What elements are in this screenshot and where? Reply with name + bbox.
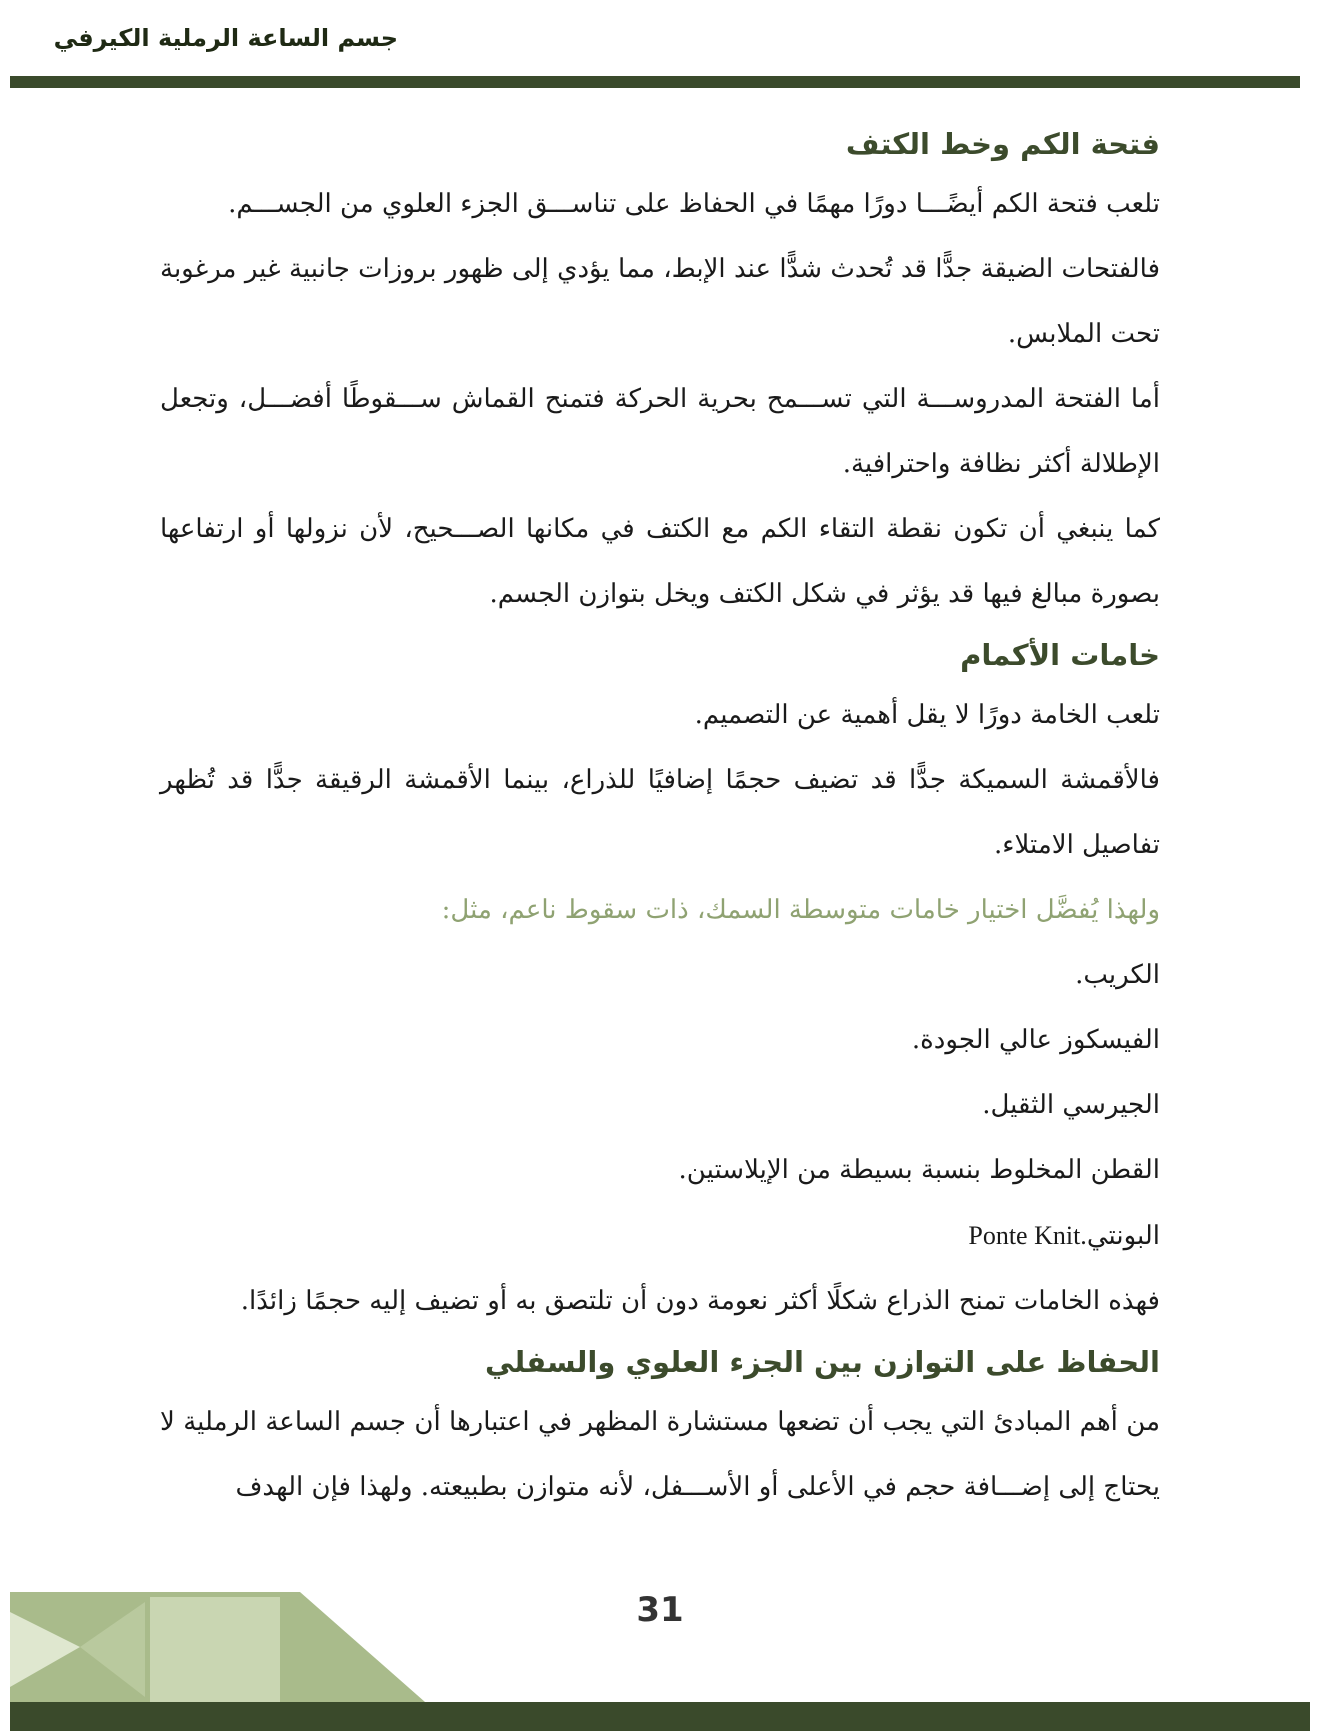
- list-item: الفيسكوز عالي الجودة.: [911, 1025, 1160, 1055]
- paragraph-studied-opening: أما الفتحة المدروســـة التي تســـمح بحرية الحركة فتمنح القماش ســـقوطًا أفضـــل، وتجعل الإطلالة أكثر نظافة واحترافية.: [160, 384, 1160, 479]
- paragraph-fabric-thickness: فالأقمشة السميكة جدًّا قد تضيف حجمًا إضافيًا للذراع، بينما الأقمشة الرقيقة جدًّا قد تُظهر تفاصيل الامتلاء.: [160, 765, 1160, 860]
- fabric-list: [160, 943, 1160, 1269]
- paragraph-narrow-openings: فالفتحات الضيقة جدًّا قد تُحدث شدًّا عند الإبط، مما يؤدي إلى ظهور بروزات جانبية غير مرغوبة تحت الملابس.: [160, 254, 1160, 349]
- section-heading-sleeve-fabrics: خامات الأكمام: [960, 638, 1160, 672]
- running-header-title: جسم الساعة الرملية الكيرفي: [53, 24, 398, 52]
- paragraph-balance-principle: من أهم المبادئ التي يجب أن تضعها مستشارة المظهر في اعتبارها أن جسم الساعة الرملية لا يحتاج إلى إضـــافة حجم في الأعلى أو الأســـفل، لأنه متوازن بطبيعته. ولهذا فإن الهدف: [160, 1407, 1160, 1502]
- section-heading-sleeve-opening: فتحة الكم وخط الكتف: [845, 127, 1160, 161]
- list-item-latin: Ponte Knit.: [968, 1221, 1087, 1250]
- list-item-arabic: البونتي: [1086, 1221, 1160, 1251]
- paragraph-fabric-role: تلعب الخامة دورًا لا يقل أهمية عن التصميم.: [694, 700, 1160, 730]
- list-item: [160, 1203, 1160, 1269]
- list-item: القطن المخلوط بنسبة بسيطة من الإيلاستين.: [678, 1155, 1160, 1185]
- paragraph-fabric-conclusion: فهذه الخامات تمنح الذراع شكلًا أكثر نعومة دون أن تلتصق به أو تضيف إليه حجمًا زائدًا.: [240, 1286, 1160, 1316]
- paragraph-shoulder-point: كما ينبغي أن تكون نقطة التقاء الكم مع الكتف في مكانها الصـــحيح، لأن نزولها أو ارتفاعها بصورة مبالغ فيها قد يؤثر في شكل الكتف ويخل بتوازن الجسم.: [160, 514, 1160, 609]
- paragraph-sleeve-intro: تلعب فتحة الكم أيضًـــا دورًا مهمًا في الحفاظ على تناســـق الجزء العلوي من الجســـم.: [228, 189, 1160, 219]
- page-content: [160, 116, 1160, 1520]
- list-item: الكريب.: [1075, 960, 1160, 990]
- list-item: الجيرسي الثقيل.: [982, 1090, 1160, 1120]
- paragraph-fabric-recommendation: ولهذا يُفضَّل اختيار خامات متوسطة السمك، ذات سقوط ناعم، مثل:: [441, 895, 1160, 925]
- page-number: 31: [636, 1590, 684, 1630]
- footer-bar: [10, 1702, 1310, 1731]
- section-heading-balance: الحفاظ على التوازن بين الجزء العلوي والسفلي: [484, 1345, 1160, 1379]
- header-rule: [10, 76, 1300, 88]
